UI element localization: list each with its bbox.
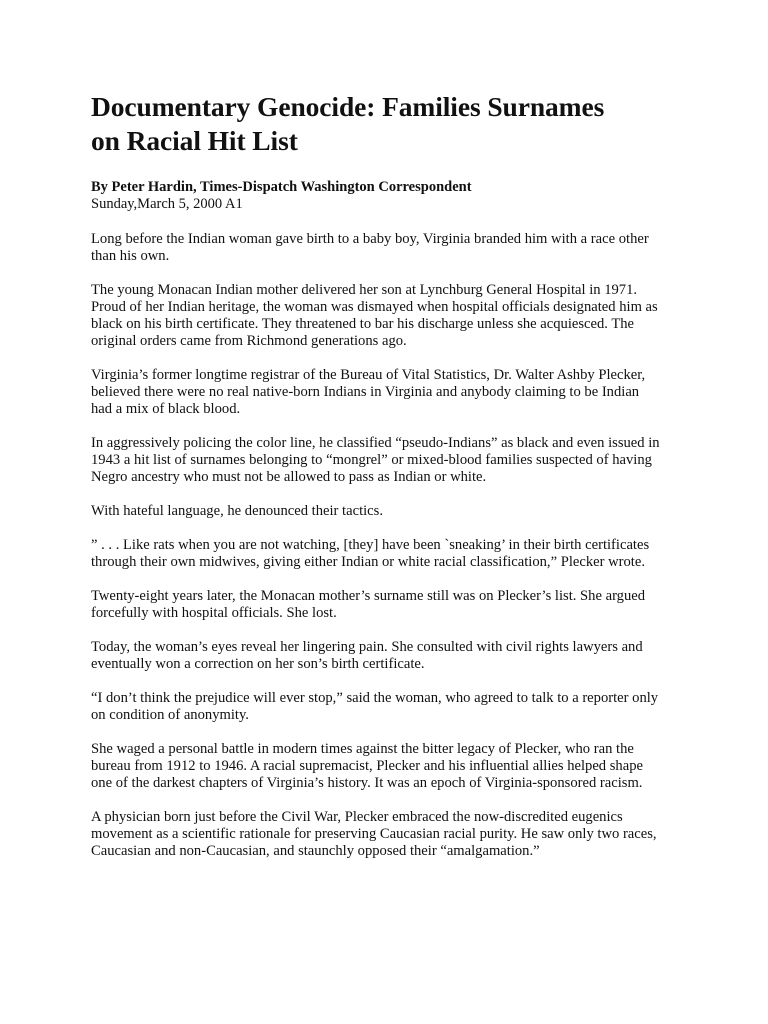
document-page [91,90,691,860]
article-paragraph: ” . . . Like rats when you are not watching, [they] have been `sneaking’ in their birth certificates through their own midwives, giving either Indian or white racial classification,” Plecker wrote. [91,537,650,570]
article-title: Documentary Genocide: Families Surnames on Racial Hit List [91,91,605,156]
article-byline: By Peter Hardin, Times-Dispatch Washington Correspondent [91,179,472,195]
article-paragraph: “I don’t think the prejudice will ever stop,” said the woman, who agreed to talk to a reporter only on condition of anonymity. [91,690,659,723]
article-byline-block [91,179,691,213]
article-paragraph: Long before the Indian woman gave birth to a baby boy, Virginia branded him with a race other than his own. [91,231,649,264]
article-paragraph: The young Monacan Indian mother delivered her son at Lynchburg General Hospital in 1971. Proud of her Indian heritage, the woman was dismayed when hospital officials designated him as black on his birth certificate. They threatened to bar his discharge unless she acquiesced. The original orders came from Richmond generations ago. [91,282,658,349]
article-paragraph: In aggressively policing the color line, he classified “pseudo-Indians” as black and even issued in 1943 a hit list of surnames belonging to “mongrel” or mixed-blood families suspected of having Negro ancestry who must not be allowed to pass as Indian or white. [91,435,660,485]
article-paragraph: She waged a personal battle in modern times against the bitter legacy of Plecker, who ran the bureau from 1912 to 1946. A racial supremacist, Plecker and his influential allies helped shape one of the darkest chapters of Virginia’s history. It was an epoch of Virginia-sponsored racism. [91,741,643,791]
article-paragraph: Virginia’s former longtime registrar of the Bureau of Vital Statistics, Dr. Walter Ashby Plecker, believed there were no real native-born Indians in Virginia and anybody claiming to be Indian had a mix of black blood. [91,367,646,417]
article-dateline: Sunday,March 5, 2000 A1 [91,196,243,212]
article-paragraph: With hateful language, he denounced their tactics. [91,503,383,519]
article-paragraph: Today, the woman’s eyes reveal her lingering pain. She consulted with civil rights lawyers and eventually won a correction on her son’s birth certificate. [91,639,643,672]
article-paragraph: Twenty-eight years later, the Monacan mother’s surname still was on Plecker’s list. She argued forcefully with hospital officials. She lost. [91,588,646,621]
article-paragraph: A physician born just before the Civil War, Plecker embraced the now-discredited eugenics movement as a scientific rationale for preserving Caucasian racial purity. He saw only two races, Caucasian and non-Caucasian, and staunchly opposed their “amalgamation.” [91,809,657,859]
